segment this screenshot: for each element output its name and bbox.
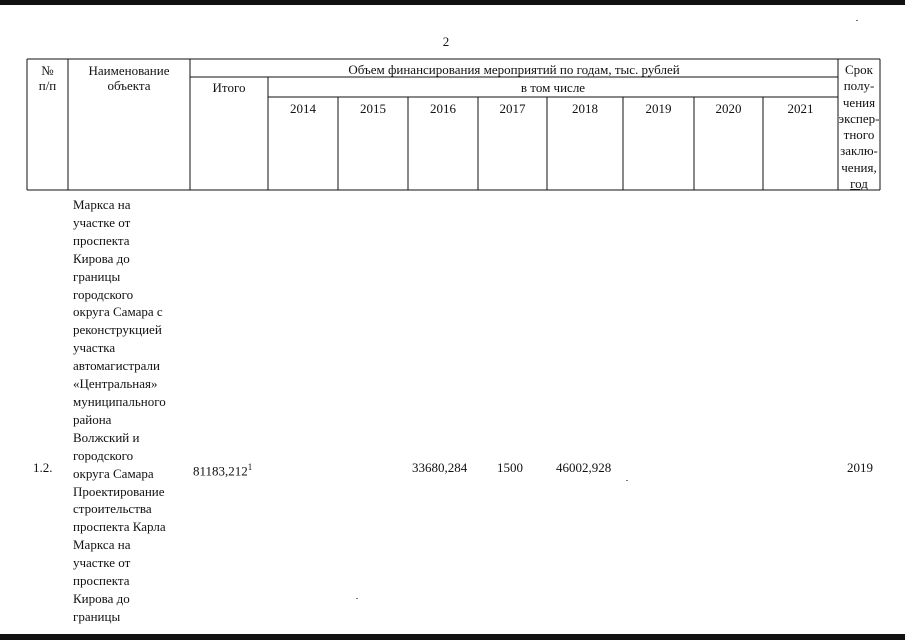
continuation-line: границы [73,268,121,284]
continuation-line: Кирова до [73,250,130,266]
row-1-2-name-line: Проектирование [73,483,165,499]
header-year-2014: 2014 [290,101,316,116]
continuation-line: реконструкцией [73,322,162,338]
top-border-bar [0,0,905,5]
row-1-2-name-line: Маркса на [73,537,131,553]
header-num-label-1: № [41,63,54,78]
scan-speck [626,480,628,481]
continuation-line: муниципального [73,393,166,409]
header-year-2018: 2018 [572,101,598,116]
continuation-line: участке от [73,214,131,230]
row-1-2-number: 1.2. [33,460,53,475]
continuation-line: автомагистрали [73,358,160,374]
header-term-line: Срок [845,62,873,77]
header-year-2016: 2016 [430,101,456,116]
continuation-line: Маркса на [73,197,131,212]
row-1-2-name-line: Кирова до [73,590,130,606]
header-year-2021: 2021 [787,101,814,116]
bottom-border-bar [0,634,905,640]
header-year-2020: 2020 [715,101,742,116]
header-year-2015: 2015 [360,101,386,116]
continuation-line: участка [73,340,116,356]
header-name-label-2: объекта [107,78,151,93]
row-1-2-total-footnote: 1 [247,462,253,472]
row-1-2-name-line: участке от [73,555,131,571]
header-term-line: чения [842,94,876,110]
header-term-line: экспер- [838,110,880,126]
header-name-label-1: Наименование [88,63,170,78]
continuation-line: «Центральная» [73,376,158,392]
header-total-label: Итого [212,80,246,95]
header-funding-title: Объем финансирования мероприятий по годам, тыс. рублей [348,62,680,77]
continuation-line: городского [73,286,134,302]
row-1-2-total-value: 81183,212 [193,463,248,479]
header-term-label [838,62,880,192]
row-1-2-name-line: проспекта Карла [73,519,166,535]
header-num-label-2: п/п [38,78,57,93]
page-number: 2 [442,34,450,49]
row-1-2-value-2016: 33680,284 [412,460,468,475]
continuation-line: городского [73,447,134,463]
header-including-label: в том числе [520,80,586,95]
continuation-line: проспекта [73,232,130,248]
scan-speck [856,20,858,21]
continuation-line: района [73,411,112,427]
object-name-column [73,196,166,626]
header-term-line: год [850,176,868,192]
row-1-2-value-2017: 1500 [497,460,523,475]
row-1-2-name-line: границы [73,608,121,624]
scan-speck [356,598,358,599]
header-term-line: тного [843,127,875,143]
row-1-2-value-2018: 46002,928 [556,460,612,475]
continuation-line: Волжский и [73,429,140,445]
row-1-2-term: 2019 [847,460,873,475]
header-year-2019: 2019 [645,101,672,116]
header-term-line: заклю- [840,143,878,159]
header-year-2017: 2017 [499,101,526,116]
row-1-2-total [193,460,252,478]
continuation-line: округа Самара [73,465,154,481]
row-1-2-name-line: строительства [73,501,152,517]
header-term-line: чения, [841,159,877,175]
header-term-line: полу- [843,78,875,94]
row-1-2-name-line: проспекта [73,573,130,589]
continuation-line: округа Самара с [73,304,163,320]
